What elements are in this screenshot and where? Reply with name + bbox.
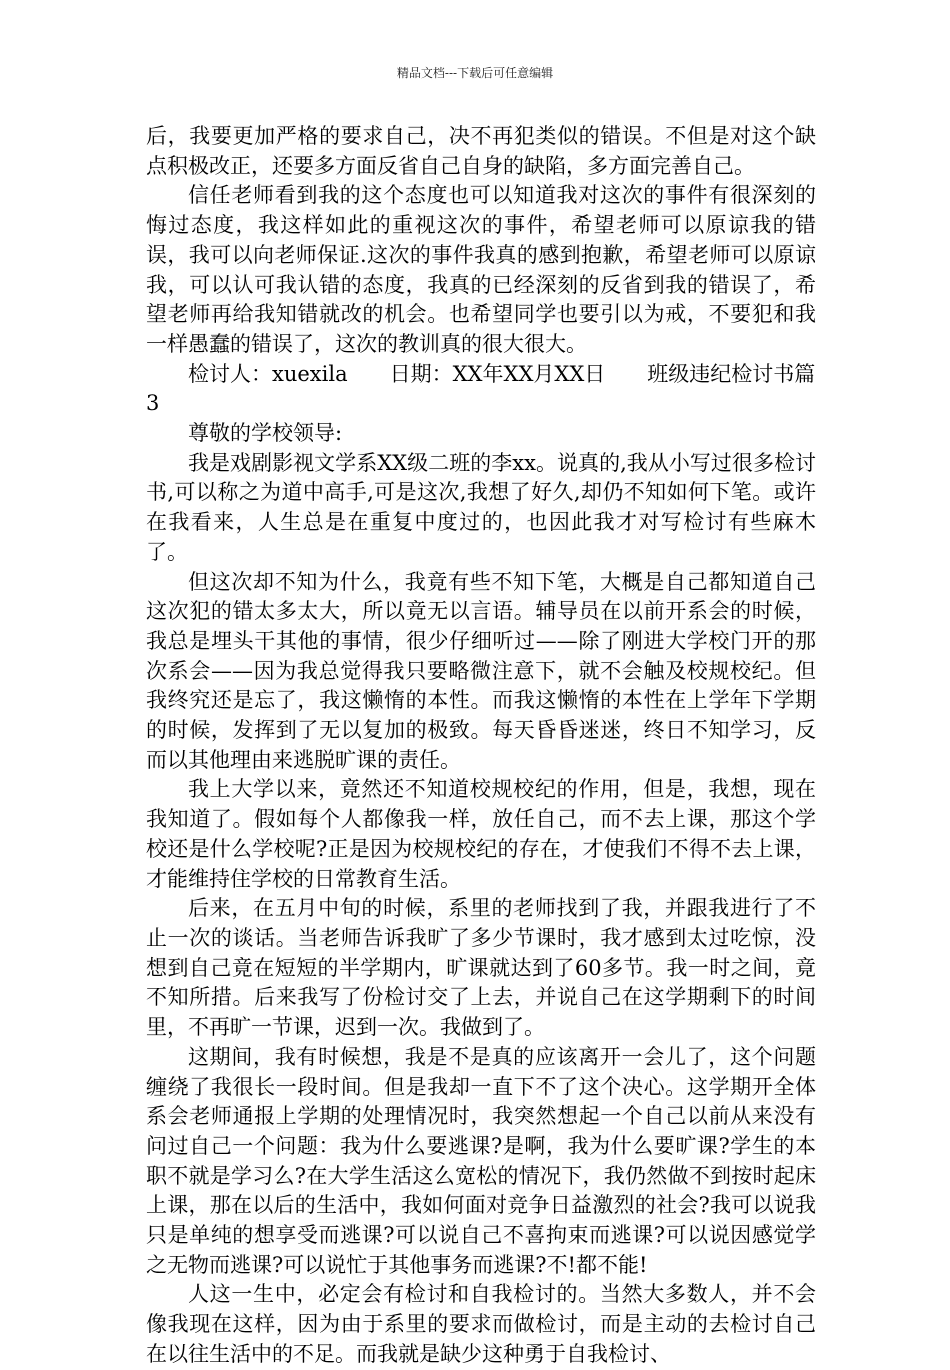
paragraph: 但这次却不知为什么，我竟有些不知下笔，大概是自己都知道自己这次犯的错太多太大，所以竟无以言语。辅导员在以前开系会的时候，我总是埋头干其他的事情，很少仔细听过——除了刚进大学校门开的那次系会——因为我总觉得我只要略微注意下，就不会触及校规校纪。但我终究还是忘了，我这懒惰的本性。而我这懒惰的本性在上学年下学期的时候，发挥到了无以复加的极致。每天昏昏迷迷，终日不知学习，反而以其他理由来逃脱旷课的责任。: [146, 569, 816, 772]
paragraph: 我上大学以来，竟然还不知道校规校纪的作用，但是，我想，现在我知道了。假如每个人都像我一样，放任自己，而不去上课，那这个学校还是什么学校呢?正是因为校规校纪的存在，才使我们不得不去上课，才能维持住学校的日常教育生活。: [146, 777, 816, 891]
paragraph: 人这一生中，必定会有检讨和自我检讨的。当然大多数人，并不会像我现在这样，因为由于系里的要求而做检讨，而是主动的去检讨自己在以往生活中的不足。而我就是缺少这种勇于自我检讨、: [146, 1282, 816, 1366]
document-body: [146, 122, 816, 1370]
paragraph: 后，我要更加严格的要求自己，决不再犯类似的错误。不但是对这个缺点积极改正，还要多方面反省自己自身的缺陷，多方面完善自己。: [146, 124, 816, 178]
paragraph: 我是戏剧影视文学系XX级二班的李xx。说真的,我从小写过很多检讨书,可以称之为道中高手,可是这次,我想了好久,却仍不知如何下笔。或许在我看来，人生总是在重复中度过的，也因此我才对写检讨有些麻木了。: [146, 450, 816, 564]
paragraph: 信任老师看到我的这个态度也可以知道我对这次的事件有很深刻的悔过态度，我这样如此的重视这次的事件，希望老师可以原谅我的错误，我可以向老师保证.这次的事件我真的感到抱歉，希望老师可以原谅我，可以认可我认错的态度，我真的已经深刻的反省到我的错误了，希望老师再给我知错就改的机会。也希望同学也要引以为戒，不要犯和我一样愚蠢的错误了，这次的教训真的很大很大。: [146, 183, 816, 356]
page-header: 精品文档---下载后可任意编辑: [396, 66, 554, 80]
salutation: 尊敬的学校领导:: [188, 421, 343, 446]
paragraph: 这期间，我有时候想，我是不是真的应该离开一会儿了，这个问题缠绕了我很长一段时间。但是我却一直下不了这个决心。这学期开全体系会老师通报上学期的处理情况时，我突然想起一个自己以前从来没有问过自己一个问题：我为什么要逃课?是啊，我为什么要旷课?学生的本职不就是学习么?在大学生活这么宽松的情况下，我仍然做不到按时起床上课，那在以后的生活中，我如何面对竞争日益激烈的社会?我可以说我只是单纯的想享受而逃课?可以说自己不喜拘束而逃课?可以说因感觉学之无物而逃课?可以说忙于其他事务而逃课?不!都不能!: [146, 1044, 816, 1277]
signature-line: 检讨人：xuexila 日期：XX年XX月XX日 班级违纪检讨书篇3: [146, 361, 816, 416]
paragraph: 后来，在五月中旬的时候，系里的老师找到了我，并跟我进行了不止一次的谈话。当老师告诉我旷了多少节课时，我才感到太过吃惊，没想到自己竟在短短的半学期内，旷课就达到了60多节。我一时之间，竟不知所措。后来我写了份检讨交了上去，并说自己在这学期剩下的时间里，不再旷一节课，迟到一次。我做到了。: [146, 896, 816, 1040]
